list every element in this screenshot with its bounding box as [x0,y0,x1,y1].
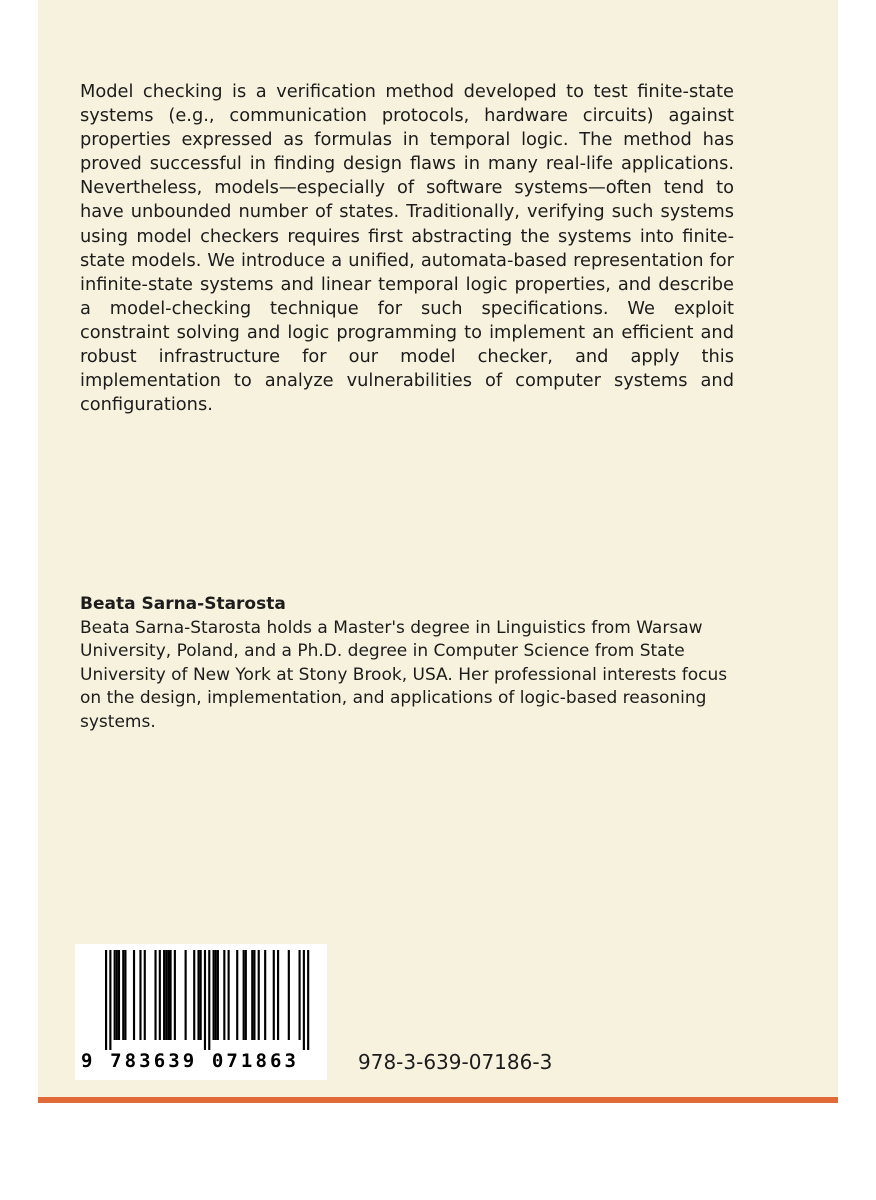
barcode-bar [303,950,305,1050]
barcode-bar [288,950,290,1040]
barcode-bar [114,950,116,1040]
barcode-bar [163,950,165,1040]
barcode-bar [165,950,167,1040]
barcode-bar [236,950,238,1040]
barcode-bar [118,950,120,1040]
barcode-bar [299,950,301,1040]
isbn-number: 978-3-639-07186-3 [358,1050,553,1074]
barcode-bar [185,950,187,1040]
barcode-bar [245,950,247,1040]
author-name: Beata Sarna-Starosta [80,594,286,614]
barcode-bar [243,950,245,1040]
author-bio-section [80,593,740,734]
barcode-bar [264,950,266,1040]
barcode-bar [217,950,219,1040]
barcode-bar [133,950,135,1040]
barcode-bar [197,950,199,1040]
barcode-bar [251,950,253,1040]
barcode-bar [307,950,309,1050]
barcode-bar [159,950,161,1040]
barcode-bar [273,950,275,1040]
barcode-bar [277,950,279,1040]
barcode-bar [139,950,141,1040]
book-abstract: Model checking is a verification method developed to test finite-state systems (e.g., communication protocols, hardware circuits) against properties expressed as formulas in temporal logic. The method has proved successful in finding design flaws in many real-life applications. Nevertheless, models—especially of software systems—often tend to have unbounded number of states. Traditionally, verifying such systems using model checkers requires first abstracting the systems into finite-state models. We introduce a unified, automata-based representation for infinite-state systems and linear temporal logic properties, and describe a model-checking technique for such specifications. We exploit constraint solving and logic programming to implement an efficient and robust infrastructure for our model checker, and apply this implementation to analyze vulnerabilities of computer systems and configurations. [80,81,734,416]
barcode-bar [167,950,169,1040]
barcode-bar [253,950,255,1040]
barcode-bar [144,950,146,1040]
barcode-bar [122,950,124,1040]
barcode-bar [258,950,260,1040]
author-bio: Beata Sarna-Starosta holds a Master's degree in Linguistics from Warsaw University, Poland, and a Ph.D. degree in Computer Science from State University of New York at Stony Brook, USA. Her professional interests focus on the design, implementation, and applications of logic-based reasoning systems. [80,617,728,732]
barcode [75,944,327,1080]
barcode-bar [154,950,156,1040]
barcode-bar [208,950,210,1050]
barcode-bars [75,944,327,1052]
barcode-bar [213,950,215,1040]
barcode-bar [215,950,217,1040]
barcode-bar [105,950,107,1050]
barcode-bar [170,950,172,1040]
barcode-bar [204,950,206,1050]
barcode-bar [193,950,195,1040]
barcode-bar [200,950,202,1040]
barcode-bar [116,950,118,1040]
barcode-bar [223,950,225,1040]
barcode-bar [109,950,111,1050]
barcode-bar [174,950,176,1040]
bottom-accent-rule [38,1097,838,1103]
barcode-digits: 9 783639 071863 [81,1050,300,1072]
barcode-bar [228,950,230,1040]
barcode-bar [124,950,126,1040]
